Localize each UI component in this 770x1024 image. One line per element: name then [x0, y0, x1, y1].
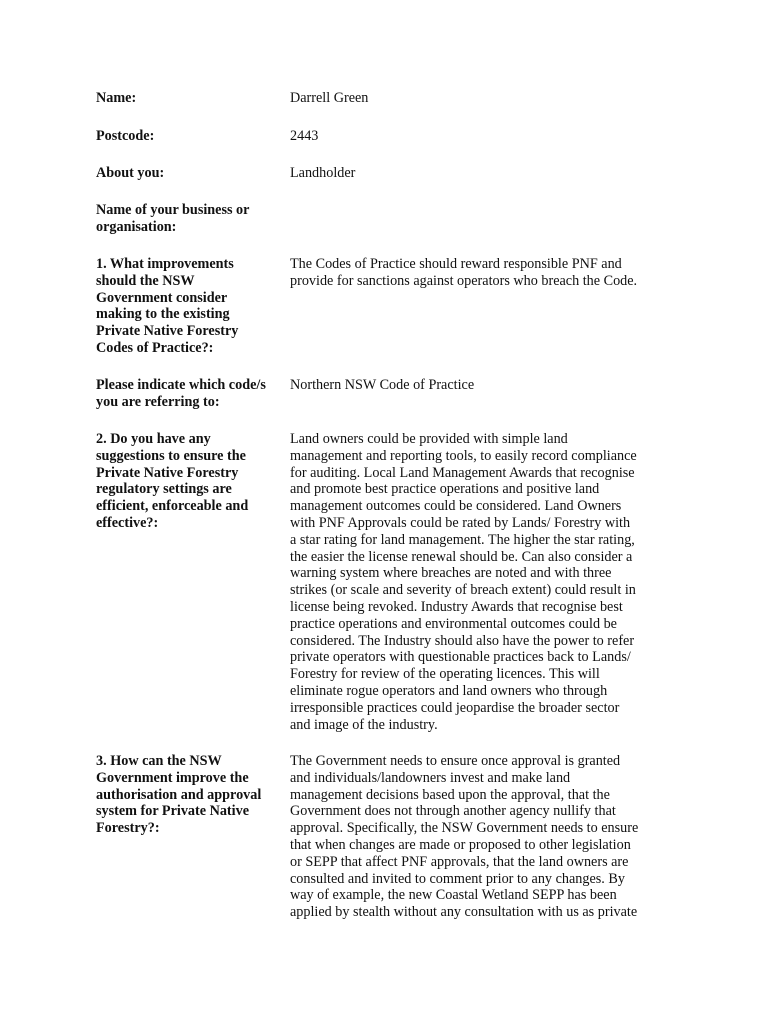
codes-label: Please indicate which code/s you are referring to:: [96, 377, 266, 410]
name-value: Darrell Green: [290, 90, 369, 106]
about-value: Landholder: [290, 165, 356, 181]
codes-answer: Northern NSW Code of Practice: [290, 377, 475, 393]
about-label: About you:: [96, 165, 165, 181]
business-label: Name of your business or organisation:: [96, 202, 250, 235]
postcode-value: 2443: [290, 128, 319, 144]
postcode-label: Postcode:: [96, 128, 155, 144]
question-2-label: 2. Do you have any suggestions to ensure the Private Native Forestry regulatory settings are efficient, enforceable and effective?:: [96, 431, 249, 531]
question-1-answer: The Codes of Practice should reward responsible PNF and provide for sanctions against operators who breach the Code.: [290, 256, 638, 289]
name-label: Name:: [96, 90, 137, 106]
question-3-label: 3. How can the NSW Government improve the authorisation and approval system for Private Native Forestry?:: [96, 753, 262, 837]
question-1-label: 1. What improvements should the NSW Government consider making to the existing Private Native Forestry Codes of Practice?:: [96, 256, 239, 356]
question-2-answer: Land owners could be provided with simple land management and reporting tools, to easily record compliance for auditing. Local Land Management Awards that recognise and promote best practice operations and positive land management outcomes could be considered. Land Owners with PNF Approvals could be rated by Lands/ Forestry with a star rating for land management. The higher the star rating, the easier the license renewal should be. Can also consider a warning system where breaches are noted and with three strikes (or scale and severity of breach extent) could result in license being revoked. Industry Awards that recognise best practice operations and environmental outcomes could be considered. The Industry should also have the power to refer private operators with questionable practices back to Lands/ Forestry for review of the operating licences. This will eliminate rogue operators and land owners who through irresponsible practices could jeopardise the broader sector and image of the industry.: [290, 431, 637, 733]
question-3-answer: The Government needs to ensure once approval is granted and individuals/landowners invest and make land management decisions based upon the approval, that the Government does not through another agency nullify that approval. Specifically, the NSW Government needs to ensure that when changes are made or proposed to other legislation or SEPP that affect PNF approvals, that the land owners are consulted and invited to comment prior to any changes. By way of example, the new Coastal Wetland SEPP has been applied by stealth without any consultation with us as private: [290, 753, 639, 921]
